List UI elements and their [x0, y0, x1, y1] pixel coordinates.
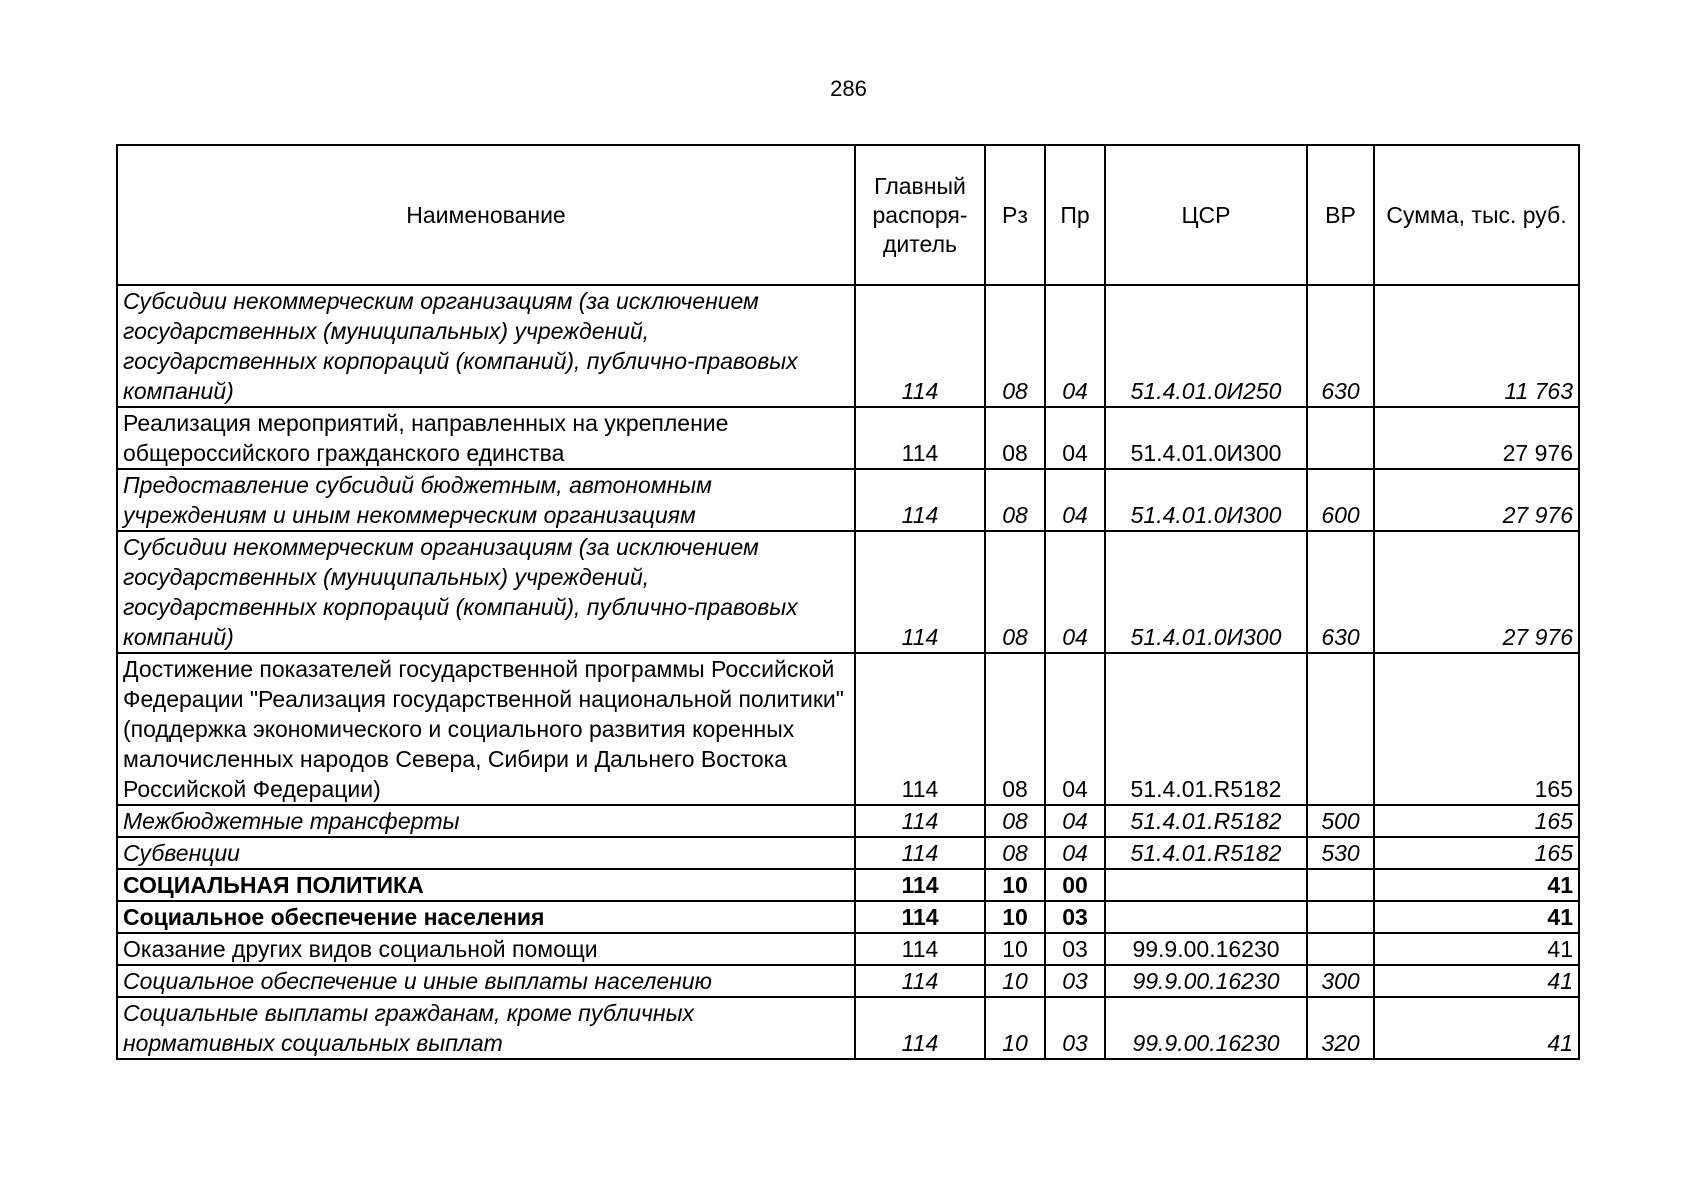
row-rz: 08	[985, 653, 1045, 805]
row-vr: 630	[1307, 285, 1374, 407]
row-rz: 08	[985, 407, 1045, 469]
row-grbs: 114	[855, 965, 985, 997]
row-vr: 300	[1307, 965, 1374, 997]
table-row	[117, 997, 1579, 1059]
row-name: Предоставление субсидий бюджетным, автономным учреждениям и иным некоммерческим организациям	[117, 469, 855, 531]
row-pr: 03	[1045, 933, 1105, 965]
table-row	[117, 407, 1579, 469]
row-name: Субсидии некоммерческим организациям (за исключением государственных (муниципальных) учреждений, государственных корпораций (компаний), публично-правовых компаний)	[117, 285, 855, 407]
row-pr: 04	[1045, 805, 1105, 837]
row-sum: 27 976	[1374, 531, 1579, 653]
row-rz: 10	[985, 965, 1045, 997]
row-vr: 630	[1307, 531, 1374, 653]
header-pr: Пр	[1045, 145, 1105, 285]
row-rz: 10	[985, 869, 1045, 901]
row-csr: 51.4.01.R5182	[1105, 837, 1307, 869]
row-pr: 04	[1045, 407, 1105, 469]
header-csr: ЦСР	[1105, 145, 1307, 285]
budget-table	[116, 144, 1580, 1060]
row-csr	[1105, 901, 1307, 933]
row-vr	[1307, 901, 1374, 933]
row-vr	[1307, 933, 1374, 965]
row-pr: 04	[1045, 653, 1105, 805]
row-sum: 41	[1374, 933, 1579, 965]
row-grbs: 114	[855, 933, 985, 965]
row-sum: 41	[1374, 965, 1579, 997]
header-name: Наименование	[117, 145, 855, 285]
row-pr: 03	[1045, 901, 1105, 933]
row-sum: 41	[1374, 869, 1579, 901]
row-name: Достижение показателей государственной программы Российской Федерации "Реализация государственной национальной политики" (поддержка экономического и социального развития коренных малочисленных народов Севера, Сибири и Дальнего Востока Российской Федерации)	[117, 653, 855, 805]
row-grbs: 114	[855, 407, 985, 469]
row-csr: 99.9.00.16230	[1105, 933, 1307, 965]
row-vr	[1307, 407, 1374, 469]
row-grbs: 114	[855, 285, 985, 407]
row-pr: 04	[1045, 469, 1105, 531]
row-vr: 500	[1307, 805, 1374, 837]
row-rz: 08	[985, 837, 1045, 869]
row-csr: 51.4.01.0И300	[1105, 531, 1307, 653]
row-csr: 51.4.01.0И300	[1105, 407, 1307, 469]
row-name: Оказание других видов социальной помощи	[117, 933, 855, 965]
header-grbs: Главный распоря-дитель	[855, 145, 985, 285]
row-name: Субвенции	[117, 837, 855, 869]
row-grbs: 114	[855, 531, 985, 653]
row-vr: 320	[1307, 997, 1374, 1059]
row-pr: 00	[1045, 869, 1105, 901]
row-grbs: 114	[855, 469, 985, 531]
row-grbs: 114	[855, 805, 985, 837]
row-pr: 03	[1045, 997, 1105, 1059]
row-sum: 27 976	[1374, 469, 1579, 531]
row-rz: 08	[985, 469, 1045, 531]
row-csr: 99.9.00.16230	[1105, 965, 1307, 997]
row-vr: 600	[1307, 469, 1374, 531]
row-csr: 51.4.01.0И250	[1105, 285, 1307, 407]
row-grbs: 114	[855, 653, 985, 805]
table-row	[117, 965, 1579, 997]
row-sum: 165	[1374, 805, 1579, 837]
row-vr: 530	[1307, 837, 1374, 869]
table-row-subsection	[117, 901, 1579, 933]
header-row	[117, 145, 1579, 285]
row-vr	[1307, 869, 1374, 901]
row-rz: 08	[985, 805, 1045, 837]
page-number: 286	[830, 76, 867, 101]
row-name: Реализация мероприятий, направленных на укрепление общероссийского гражданского единства	[117, 407, 855, 469]
row-name: СОЦИАЛЬНАЯ ПОЛИТИКА	[117, 869, 855, 901]
table-header	[117, 145, 1579, 285]
row-rz: 10	[985, 933, 1045, 965]
row-csr: 51.4.01.R5182	[1105, 653, 1307, 805]
table-row	[117, 531, 1579, 653]
table-row	[117, 653, 1579, 805]
header-sum: Сумма, тыс. руб.	[1374, 145, 1579, 285]
row-csr: 51.4.01.R5182	[1105, 805, 1307, 837]
row-name: Социальное обеспечение и иные выплаты населению	[117, 965, 855, 997]
row-pr: 04	[1045, 837, 1105, 869]
row-name: Социальные выплаты гражданам, кроме публичных нормативных социальных выплат	[117, 997, 855, 1059]
row-grbs: 114	[855, 997, 985, 1059]
table-row	[117, 933, 1579, 965]
row-sum: 41	[1374, 997, 1579, 1059]
table-row-section	[117, 869, 1579, 901]
row-rz: 10	[985, 997, 1045, 1059]
table-row	[117, 469, 1579, 531]
row-rz: 10	[985, 901, 1045, 933]
row-pr: 04	[1045, 531, 1105, 653]
row-sum: 27 976	[1374, 407, 1579, 469]
row-vr	[1307, 653, 1374, 805]
table-row	[117, 805, 1579, 837]
row-sum: 165	[1374, 653, 1579, 805]
header-vr: ВР	[1307, 145, 1374, 285]
table-row	[117, 285, 1579, 407]
header-rz: Рз	[985, 145, 1045, 285]
row-csr: 51.4.01.0И300	[1105, 469, 1307, 531]
row-grbs: 114	[855, 837, 985, 869]
row-name: Субсидии некоммерческим организациям (за исключением государственных (муниципальных) учреждений, государственных корпораций (компаний), публично-правовых компаний)	[117, 531, 855, 653]
row-name: Социальное обеспечение населения	[117, 901, 855, 933]
row-grbs: 114	[855, 901, 985, 933]
row-grbs: 114	[855, 869, 985, 901]
row-rz: 08	[985, 285, 1045, 407]
row-pr: 03	[1045, 965, 1105, 997]
table-body	[117, 285, 1579, 1059]
row-csr: 99.9.00.16230	[1105, 997, 1307, 1059]
row-sum: 41	[1374, 901, 1579, 933]
row-sum: 11 763	[1374, 285, 1579, 407]
row-sum: 165	[1374, 837, 1579, 869]
row-name: Межбюджетные трансферты	[117, 805, 855, 837]
row-pr: 04	[1045, 285, 1105, 407]
table-row	[117, 837, 1579, 869]
row-rz: 08	[985, 531, 1045, 653]
row-csr	[1105, 869, 1307, 901]
